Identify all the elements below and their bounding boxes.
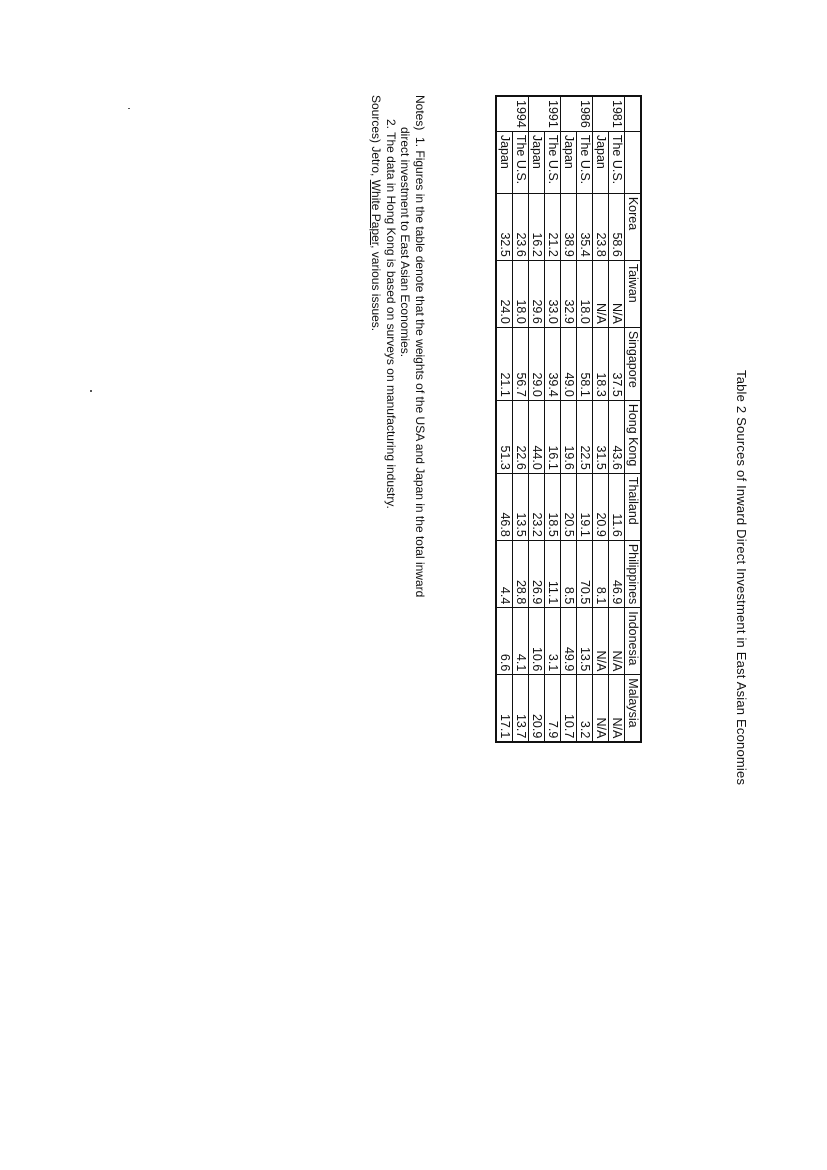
value-cell: 21.1 [496,327,513,400]
year-cell [561,96,577,131]
table-title: Table 2 Sources of Inward Direct Investment in East Asian Economies [734,370,749,786]
header-korea: Korea [625,193,642,260]
value-cell: 13.5 [577,608,593,675]
table-row [561,96,577,742]
value-cell: 16.2 [529,193,545,260]
value-cell: 46.8 [496,473,513,540]
value-cell: 18.0 [513,260,529,327]
value-cell: 43.6 [609,400,625,473]
value-cell: 4.1 [513,608,529,675]
source-country-cell: Japan [593,131,609,193]
investment-table [495,95,642,743]
value-cell: 70.5 [577,540,593,607]
value-cell: 18.0 [577,260,593,327]
value-cell: 29.0 [529,327,545,400]
header-taiwan: Taiwan [625,260,642,327]
value-cell: 23.8 [593,193,609,260]
year-cell [529,96,545,131]
value-cell: 19.1 [577,473,593,540]
value-cell: 49.9 [561,608,577,675]
header-indonesia: Indonesia [625,608,642,675]
source-country-cell: Japan [529,131,545,193]
value-cell: 31.5 [593,400,609,473]
value-cell: N/A [609,608,625,675]
value-cell: 39.4 [545,327,561,400]
table-row [609,96,625,742]
table-row [496,96,513,742]
value-cell: 3.2 [577,675,593,743]
sources-line [369,95,384,715]
value-cell: N/A [609,675,625,743]
table-header-row [625,96,642,742]
value-cell: 38.9 [561,193,577,260]
sources-title: White Paper [369,179,384,246]
value-cell: 13.5 [513,473,529,540]
value-cell: 51.3 [496,400,513,473]
table-row [593,96,609,742]
sources-publisher: Jetro, [369,146,384,177]
value-cell: 35.4 [577,193,593,260]
value-cell: 29.6 [529,260,545,327]
value-cell: 20.9 [529,675,545,743]
value-cell: 22.6 [513,400,529,473]
value-cell: 49.0 [561,327,577,400]
value-cell: 18.3 [593,327,609,400]
value-cell: 19.6 [561,400,577,473]
value-cell: 24.0 [496,260,513,327]
header-malaysia: Malaysia [625,675,642,743]
value-cell: 4.4 [496,540,513,607]
speck-mark [90,390,92,392]
value-cell: 44.0 [529,400,545,473]
header-blank-cell [625,131,642,193]
value-cell: 23.2 [529,473,545,540]
value-cell: 20.9 [593,473,609,540]
note-2: 2. The data in Hong Kong is based on surveys on manufacturing industry. [384,119,398,509]
header-hong-kong: Hong Kong [625,400,642,473]
value-cell: 23.6 [513,193,529,260]
sources-suffix: , various issues. [369,245,384,332]
note-1-continued: direct investment to East Asian Economies. [398,127,413,358]
header-philippines: Philippines [625,540,642,607]
notes-block [369,95,427,715]
value-cell: 56.7 [513,327,529,400]
value-cell: 7.9 [545,675,561,743]
source-country-cell: Japan [496,131,513,193]
source-country-cell: The U.S. [609,131,625,193]
year-cell [496,96,513,131]
source-country-cell: The U.S. [545,131,561,193]
speck-mark [128,108,130,109]
note-1-text: 1. Figures in the table denote that the weights of the USA and Japan in the total inward [413,137,427,598]
source-country-cell: The U.S. [513,131,529,193]
year-cell [593,96,609,131]
value-cell: 21.2 [545,193,561,260]
value-cell: 8.1 [593,540,609,607]
value-cell: 16.1 [545,400,561,473]
value-cell: N/A [593,260,609,327]
value-cell: 46.9 [609,540,625,607]
value-cell: 33.0 [545,260,561,327]
value-cell: 10.6 [529,608,545,675]
header-singapore: Singapore [625,327,642,400]
value-cell: 10.7 [561,675,577,743]
source-country-cell: The U.S. [577,131,593,193]
value-cell: 28.8 [513,540,529,607]
value-cell: 32.5 [496,193,513,260]
value-cell: N/A [609,260,625,327]
value-cell: 32.9 [561,260,577,327]
source-country-cell: Japan [561,131,577,193]
value-cell: 18.5 [545,473,561,540]
value-cell: 11.6 [609,473,625,540]
value-cell: N/A [593,608,609,675]
notes-label: Notes) [413,95,427,131]
note-1 [413,95,428,715]
value-cell: 26.9 [529,540,545,607]
value-cell: N/A [593,675,609,743]
value-cell: 37.5 [609,327,625,400]
year-cell: 1981 [609,96,625,131]
header-thailand: Thailand [625,473,642,540]
table-row [545,96,561,742]
value-cell: 8.5 [561,540,577,607]
value-cell: 11.1 [545,540,561,607]
value-cell: 22.5 [577,400,593,473]
sources-label: Sources) [369,95,384,144]
value-cell: 6.6 [496,608,513,675]
value-cell: 20.5 [561,473,577,540]
year-cell: 1986 [577,96,593,131]
value-cell: 17.1 [496,675,513,743]
table-row [529,96,545,742]
year-cell: 1991 [545,96,561,131]
table-row [513,96,529,742]
value-cell: 3.1 [545,608,561,675]
value-cell: 13.7 [513,675,529,743]
year-cell: 1994 [513,96,529,131]
header-blank-cell [625,96,642,131]
value-cell: 58.6 [609,193,625,260]
value-cell: 58.1 [577,327,593,400]
table-row [577,96,593,742]
